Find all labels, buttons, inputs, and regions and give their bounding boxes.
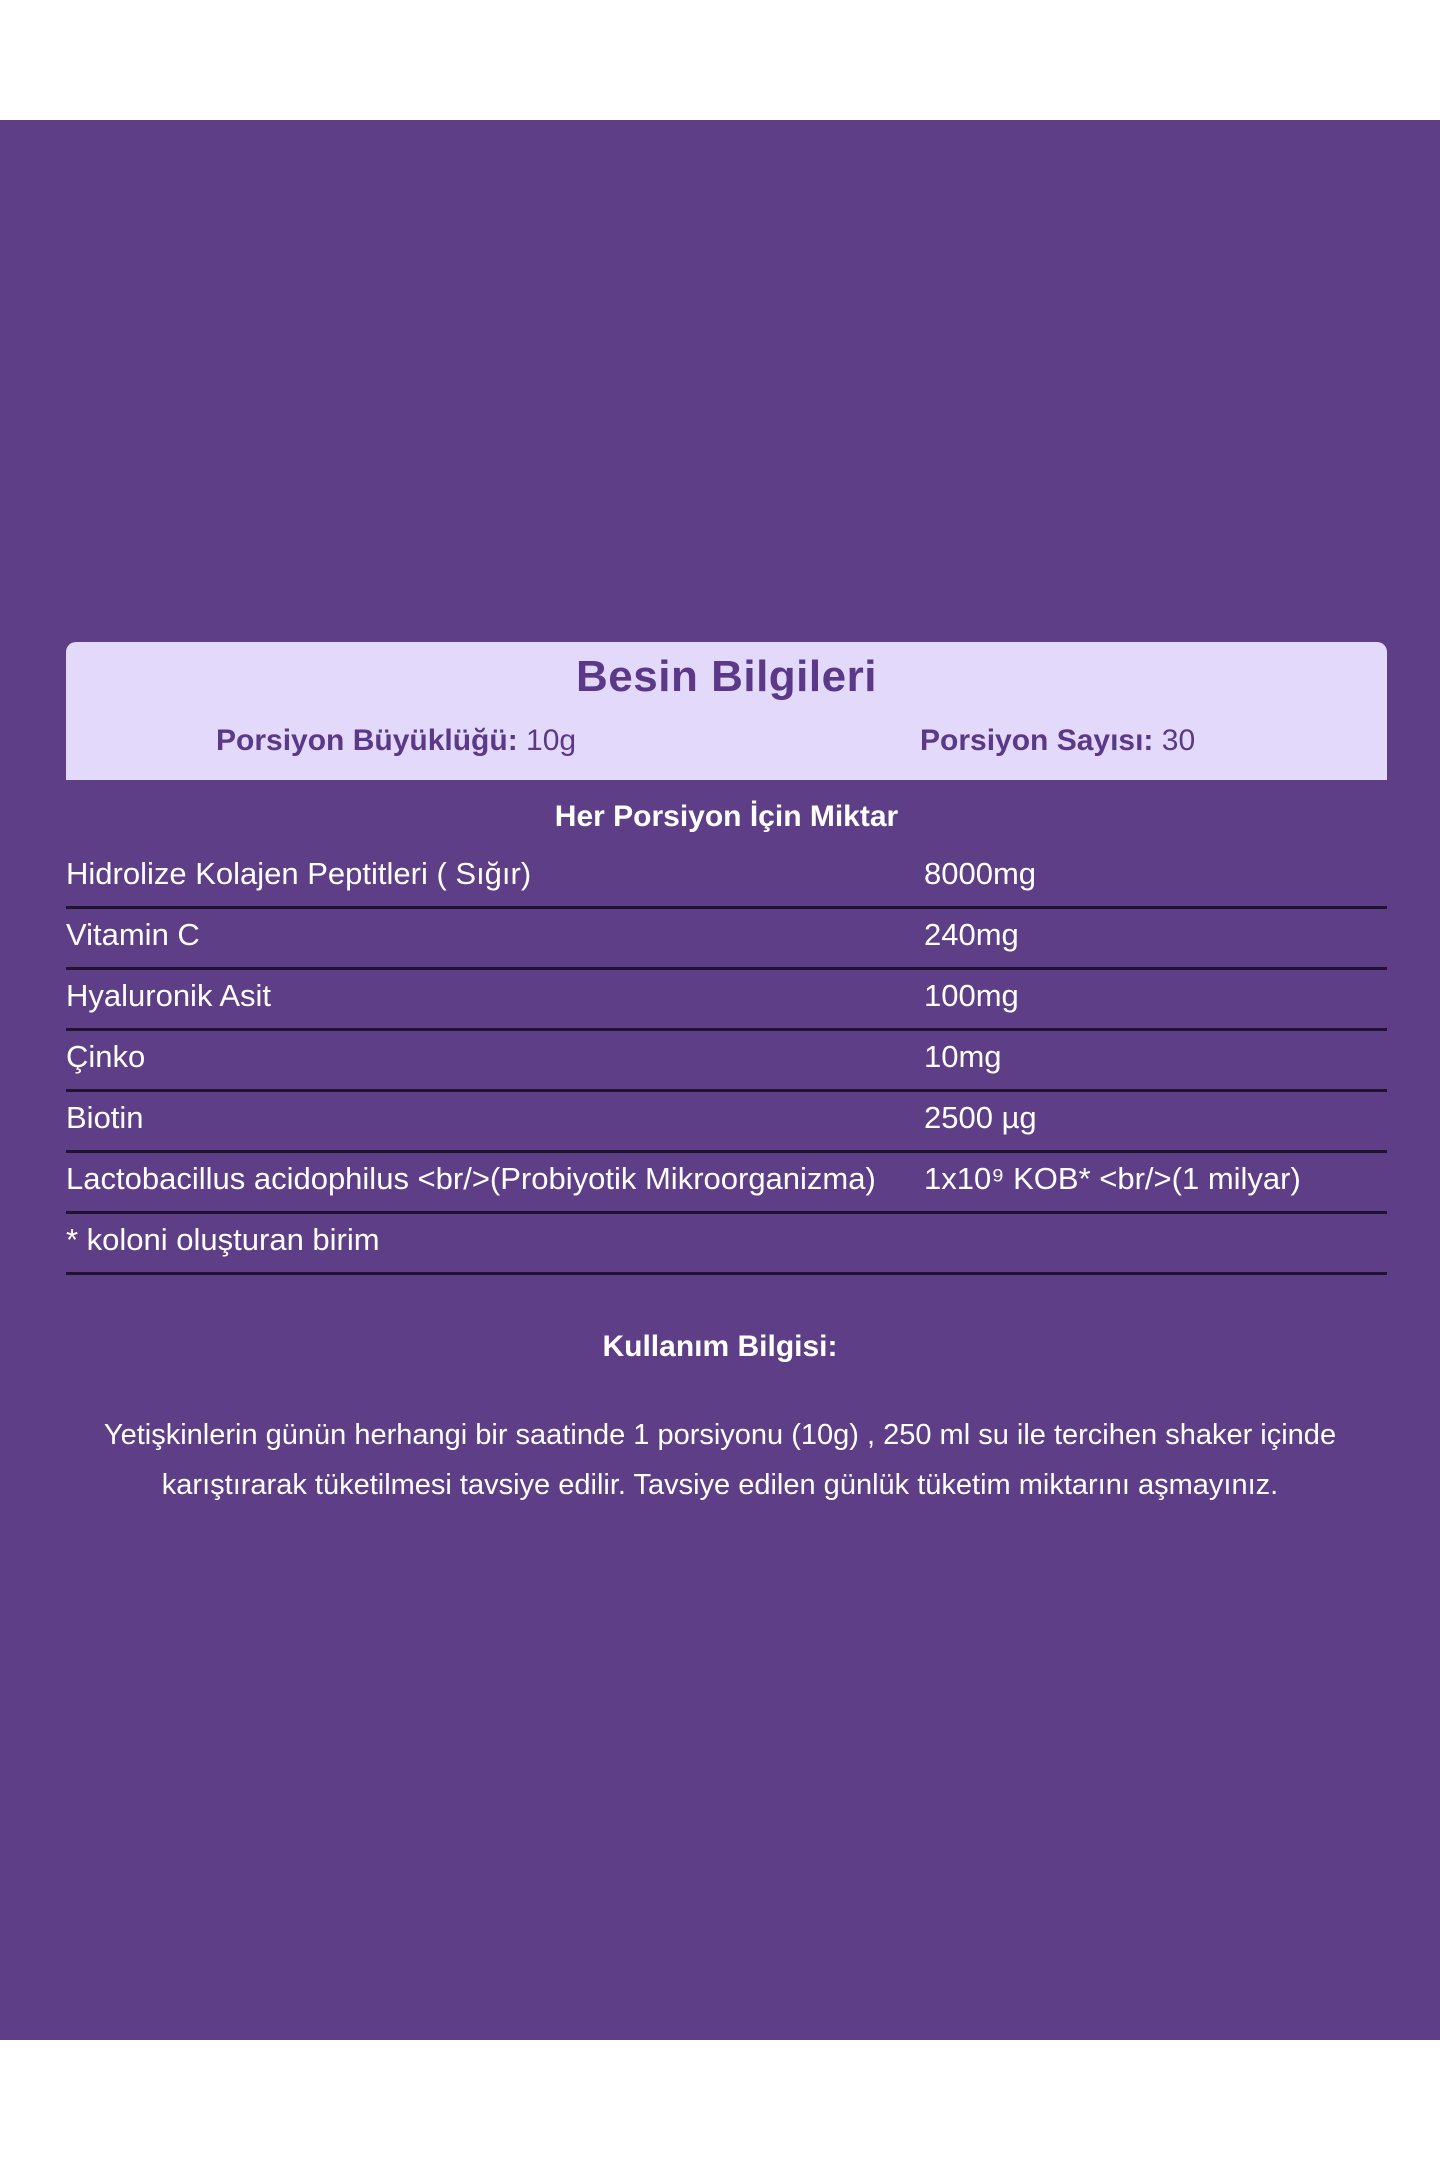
- serving-size-value: 10g: [526, 724, 577, 757]
- footnote-text: * koloni oluşturan birim: [66, 1222, 380, 1257]
- usage-text: Yetişkinlerin günün herhangi bir saatinde 1 porsiyonu (10g) , 250 ml su ile tercihen shaker içinde karıştırarak tüketilmesi tavsiye edilir. Tavsiye edilen günlük tüketim miktarını aşmayınız.: [103, 1419, 1337, 1501]
- nutrient-amount: 2500 µg: [924, 1100, 1037, 1135]
- nutrient-name: Çinko: [66, 1039, 146, 1074]
- serving-count: [920, 724, 1195, 758]
- nutrition-card-header: [66, 642, 1387, 780]
- nutrient-name: Vitamin C: [66, 917, 200, 952]
- nutrient-amount: 1x10⁹ KOB* <br/>(1 milyar): [924, 1161, 1301, 1196]
- table-row: [66, 1031, 1387, 1092]
- serving-size-label: Porsiyon Büyüklüğü:: [216, 724, 518, 757]
- serving-size: [216, 724, 576, 758]
- nutrient-name: Hyaluronik Asit: [66, 978, 272, 1013]
- table-row: [66, 1153, 1387, 1214]
- nutrient-name: Lactobacillus acidophilus <br/>(Probiyotik Mikroorganizma): [66, 1161, 876, 1196]
- serving-count-value: 30: [1161, 724, 1196, 757]
- nutrient-amount: 8000mg: [924, 856, 1037, 891]
- table-row: [66, 909, 1387, 970]
- amount-per-serving-heading: Her Porsiyon İçin Miktar: [554, 800, 899, 833]
- nutrient-amount: 240mg: [924, 917, 1019, 952]
- nutrition-title: Besin Bilgileri: [576, 652, 877, 701]
- nutrition-table: [66, 848, 1387, 1275]
- nutrient-amount: 100mg: [924, 978, 1019, 1013]
- nutrient-amount: 10mg: [924, 1039, 1002, 1074]
- usage-title: Kullanım Bilgisi:: [602, 1330, 838, 1363]
- table-row: [66, 970, 1387, 1031]
- serving-count-label: Porsiyon Sayısı:: [920, 724, 1154, 757]
- table-row: [66, 1092, 1387, 1153]
- table-row: [66, 848, 1387, 909]
- nutrient-name: Biotin: [66, 1100, 144, 1135]
- table-row-footnote: [66, 1214, 1387, 1275]
- nutrient-name: Hidrolize Kolajen Peptitleri ( Sığır): [66, 856, 532, 891]
